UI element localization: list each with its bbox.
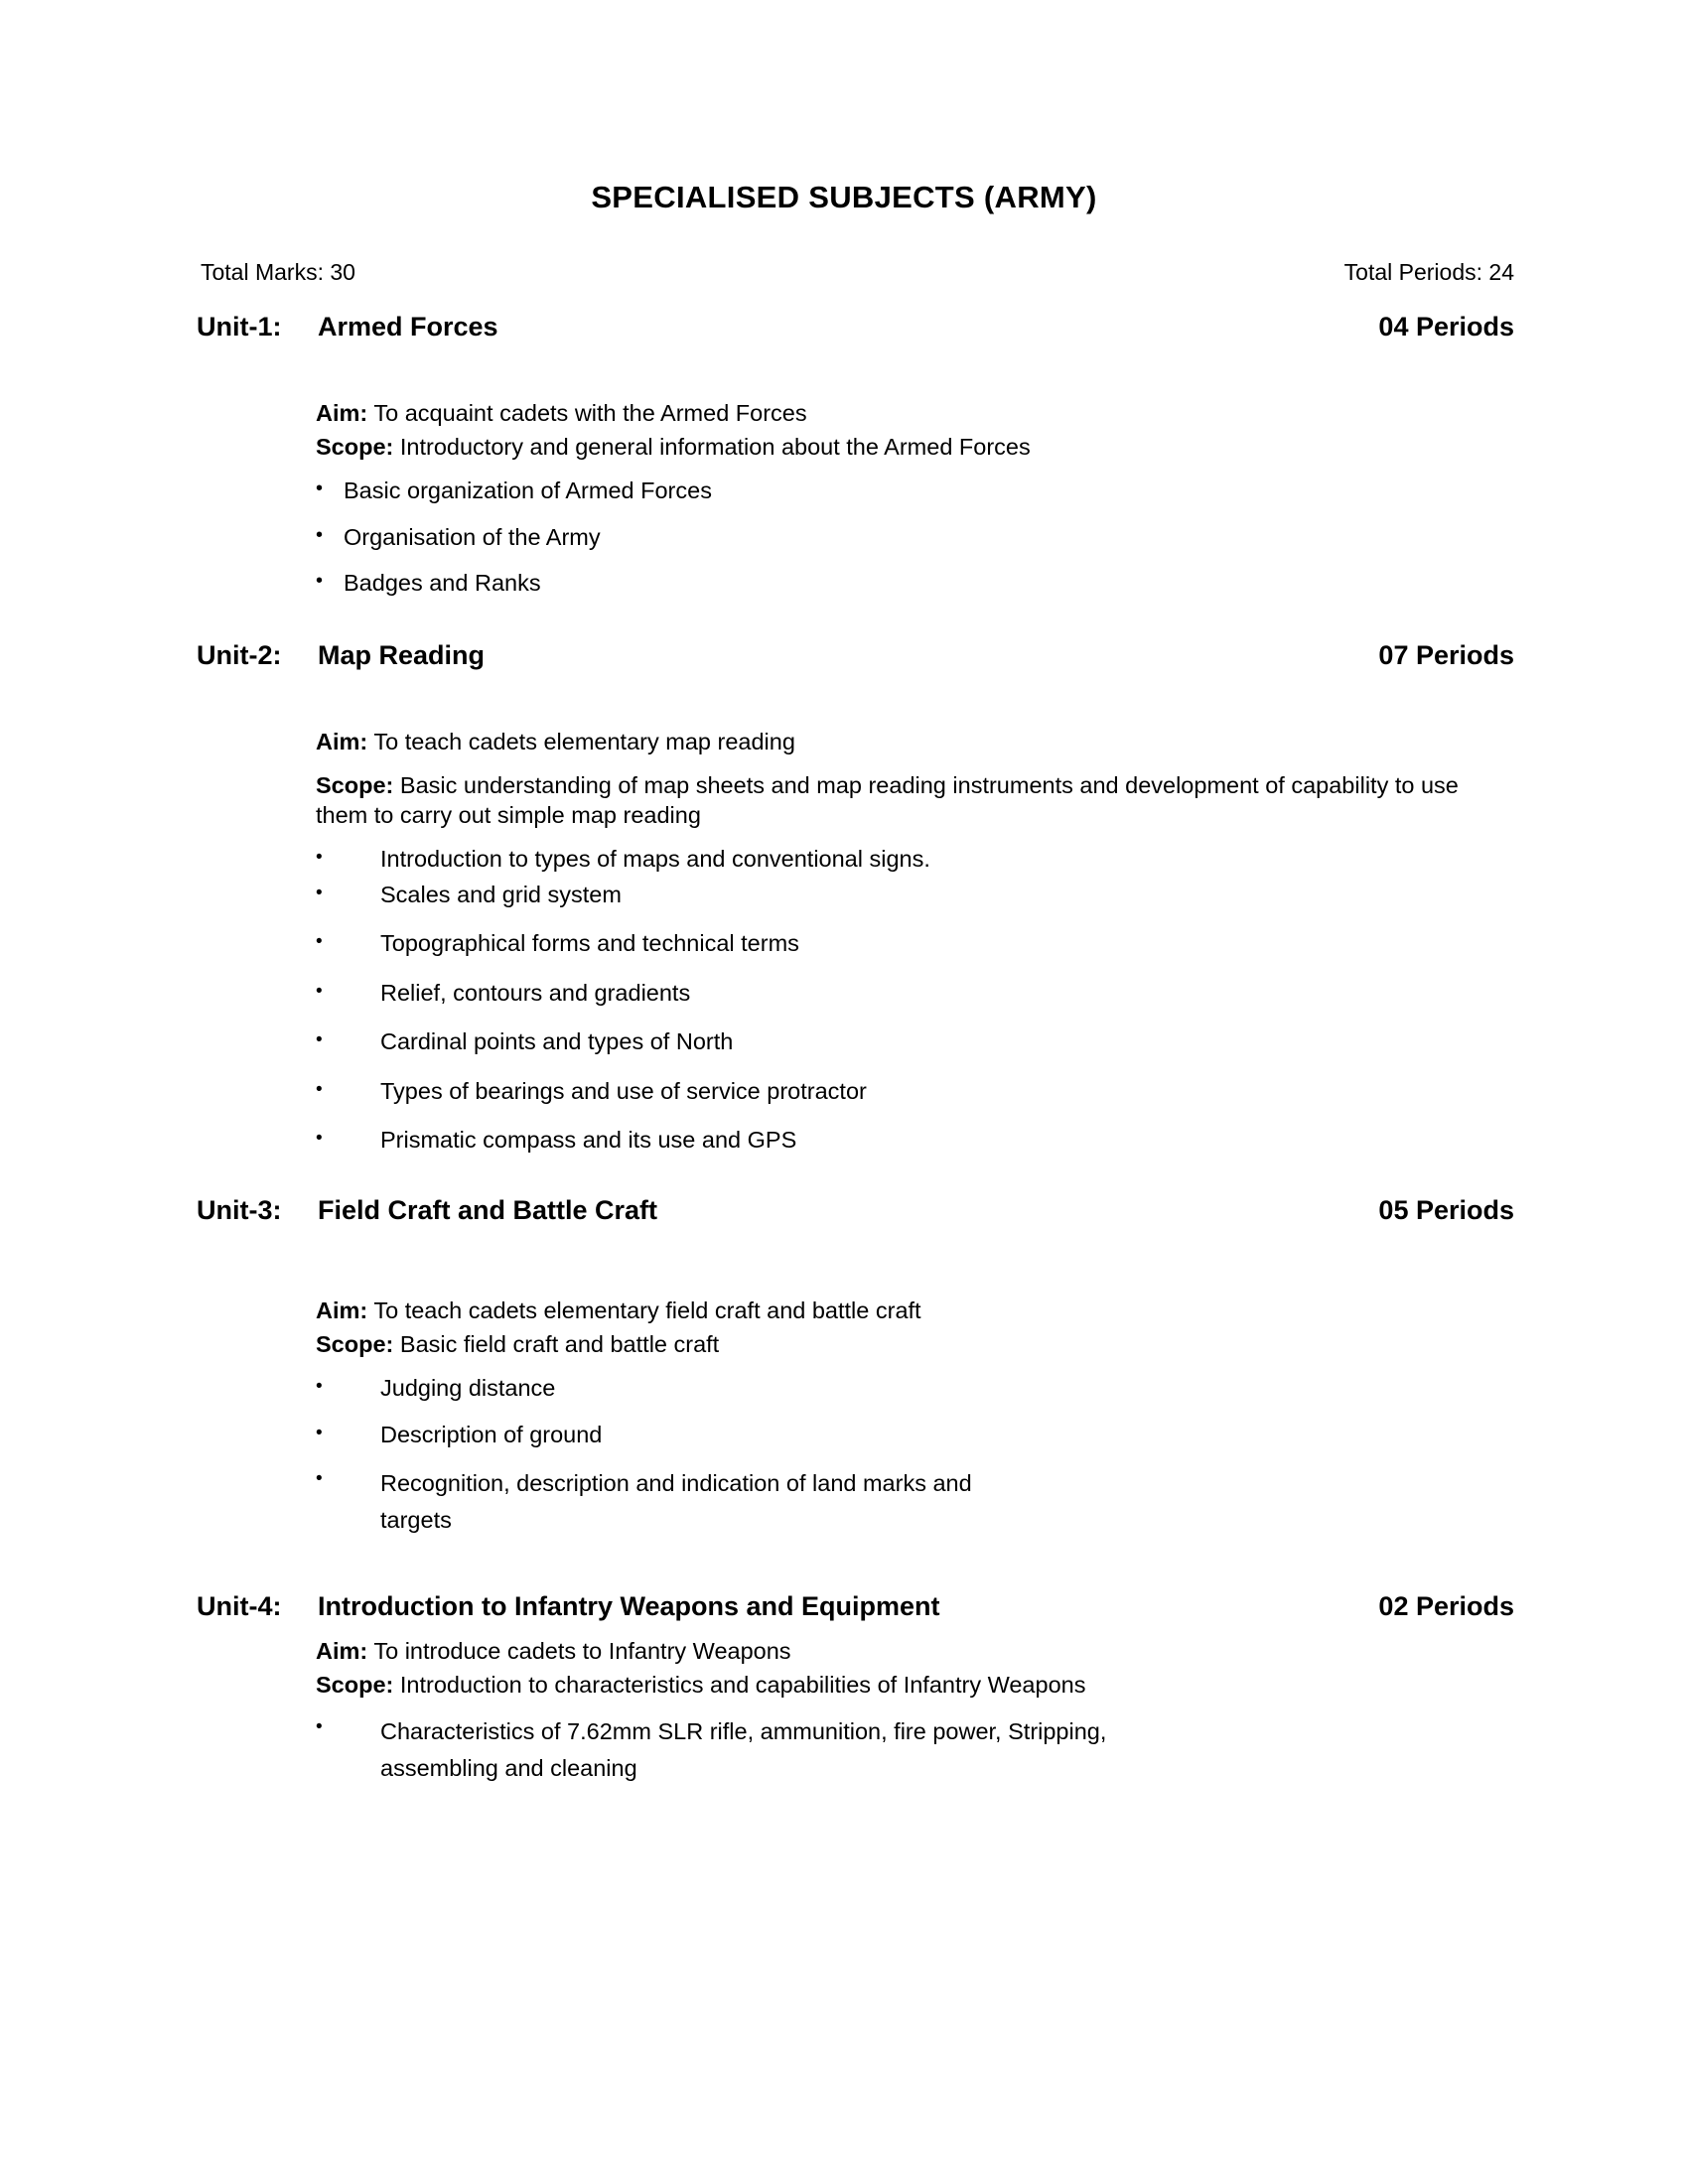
unit-number-4: Unit-4: (197, 1590, 282, 1621)
list-item: • Relief, contours and gradients (316, 979, 691, 1006)
aim-text-4: To introduce cadets to Infantry Weapons (367, 1637, 791, 1664)
unit-aim-3 (316, 1296, 1509, 1325)
unit-periods-2: 07 Periods (1378, 639, 1514, 670)
unit-body-3 (0, 1296, 1688, 1538)
scope-label: Scope: (316, 1672, 394, 1699)
unit-bullets-4 (316, 1713, 1509, 1786)
scope-text-1: Introductory and general information about the Armed Forces (393, 434, 1031, 461)
unit-aim-4 (316, 1636, 1509, 1666)
unit-scope-1 (316, 432, 1509, 462)
unit-scope-3 (316, 1329, 1509, 1359)
total-marks: Total Marks: 30 (201, 259, 355, 285)
unit-body-4 (0, 1636, 1688, 1786)
bullet-icon: • (316, 1716, 323, 1738)
bullet-icon: • (316, 1468, 323, 1490)
scope-text-4: Introduction to characteristics and capabilities of Infantry Weapons (393, 1672, 1086, 1699)
unit-periods-1: 04 Periods (1378, 312, 1514, 341)
aim-label: Aim: (316, 400, 368, 426)
unit-heading-2 (0, 640, 1688, 671)
document-meta-row (0, 215, 1688, 286)
bullet-icon: • (316, 1078, 323, 1100)
unit-body-1 (0, 398, 1688, 599)
list-item: • Organisation of the Army (316, 523, 601, 550)
unit-scope-2 (316, 770, 1509, 830)
bullet-icon: • (316, 1376, 323, 1398)
unit-aim-1 (316, 398, 1509, 428)
unit-bullets-2 (316, 844, 1509, 1156)
bullet-icon: • (316, 1128, 323, 1150)
total-periods: Total Periods: 24 (1343, 259, 1514, 285)
scope-label: Scope: (316, 1330, 394, 1357)
list-item: • Judging distance (316, 1375, 556, 1402)
unit-periods-4: 02 Periods (1378, 1590, 1514, 1621)
scope-text-2: Basic understanding of map sheets and map reading instruments and development of capability to use them to carry out simple map reading (316, 771, 1459, 828)
bullet-icon: • (316, 1029, 323, 1051)
unit-bullets-1 (316, 476, 1509, 599)
list-item: • Recognition, description and indication of land marks and targets (316, 1465, 1046, 1538)
list-item: • Cardinal points and types of North (316, 1028, 734, 1055)
page-title: SPECIALISED SUBJECTS (ARMY) (591, 180, 1097, 214)
list-item: • Characteristics of 7.62mm SLR rifle, ammunition, fire power, Stripping, assembling and cleaning (316, 1713, 1155, 1786)
unit-bullets-3 (316, 1373, 1509, 1538)
bullet-icon: • (316, 523, 324, 546)
list-item: • Introduction to types of maps and conventional signs. (316, 846, 930, 873)
list-item: • Badges and Ranks (316, 570, 541, 597)
list-item: • Description of ground (316, 1421, 603, 1447)
aim-label: Aim: (316, 1637, 368, 1664)
scope-label: Scope: (316, 434, 394, 461)
scope-label: Scope: (316, 771, 394, 798)
list-item: • Basic organization of Armed Forces (316, 478, 712, 504)
unit-title-4: Introduction to Infantry Weapons and Equipment (318, 1590, 940, 1621)
unit-number-3: Unit-3: (197, 1194, 282, 1225)
list-item: • Topographical forms and technical terms (316, 930, 799, 957)
bullet-icon: • (316, 570, 324, 593)
unit-number-2: Unit-2: (197, 639, 282, 670)
unit-heading-4 (0, 1591, 1688, 1622)
aim-label: Aim: (316, 728, 368, 754)
scope-text-3: Basic field craft and battle craft (393, 1330, 720, 1357)
bullet-icon: • (316, 847, 323, 869)
unit-heading-3 (0, 1195, 1688, 1226)
bullet-icon: • (316, 478, 324, 500)
unit-number-1: Unit-1: (197, 312, 282, 341)
unit-scope-4 (316, 1670, 1509, 1700)
aim-text-1: To acquaint cadets with the Armed Forces (367, 400, 807, 426)
bullet-icon: • (316, 980, 323, 1002)
unit-periods-3: 05 Periods (1378, 1194, 1514, 1225)
unit-body-2 (0, 727, 1688, 1156)
unit-title-1: Armed Forces (318, 312, 498, 341)
unit-title-3: Field Craft and Battle Craft (318, 1194, 658, 1225)
aim-label: Aim: (316, 1297, 368, 1323)
bullet-icon: • (316, 931, 323, 953)
bullet-icon: • (316, 882, 323, 903)
list-item: • Types of bearings and use of service protractor (316, 1077, 867, 1104)
unit-title-2: Map Reading (318, 639, 486, 670)
aim-text-2: To teach cadets elementary map reading (367, 728, 795, 754)
bullet-icon: • (316, 1422, 323, 1443)
unit-aim-2 (316, 727, 1509, 756)
list-item: • Prismatic compass and its use and GPS (316, 1127, 797, 1154)
unit-heading-1 (0, 312, 1688, 342)
aim-text-3: To teach cadets elementary field craft and battle craft (367, 1297, 921, 1323)
list-item: • Scales and grid system (316, 881, 622, 907)
